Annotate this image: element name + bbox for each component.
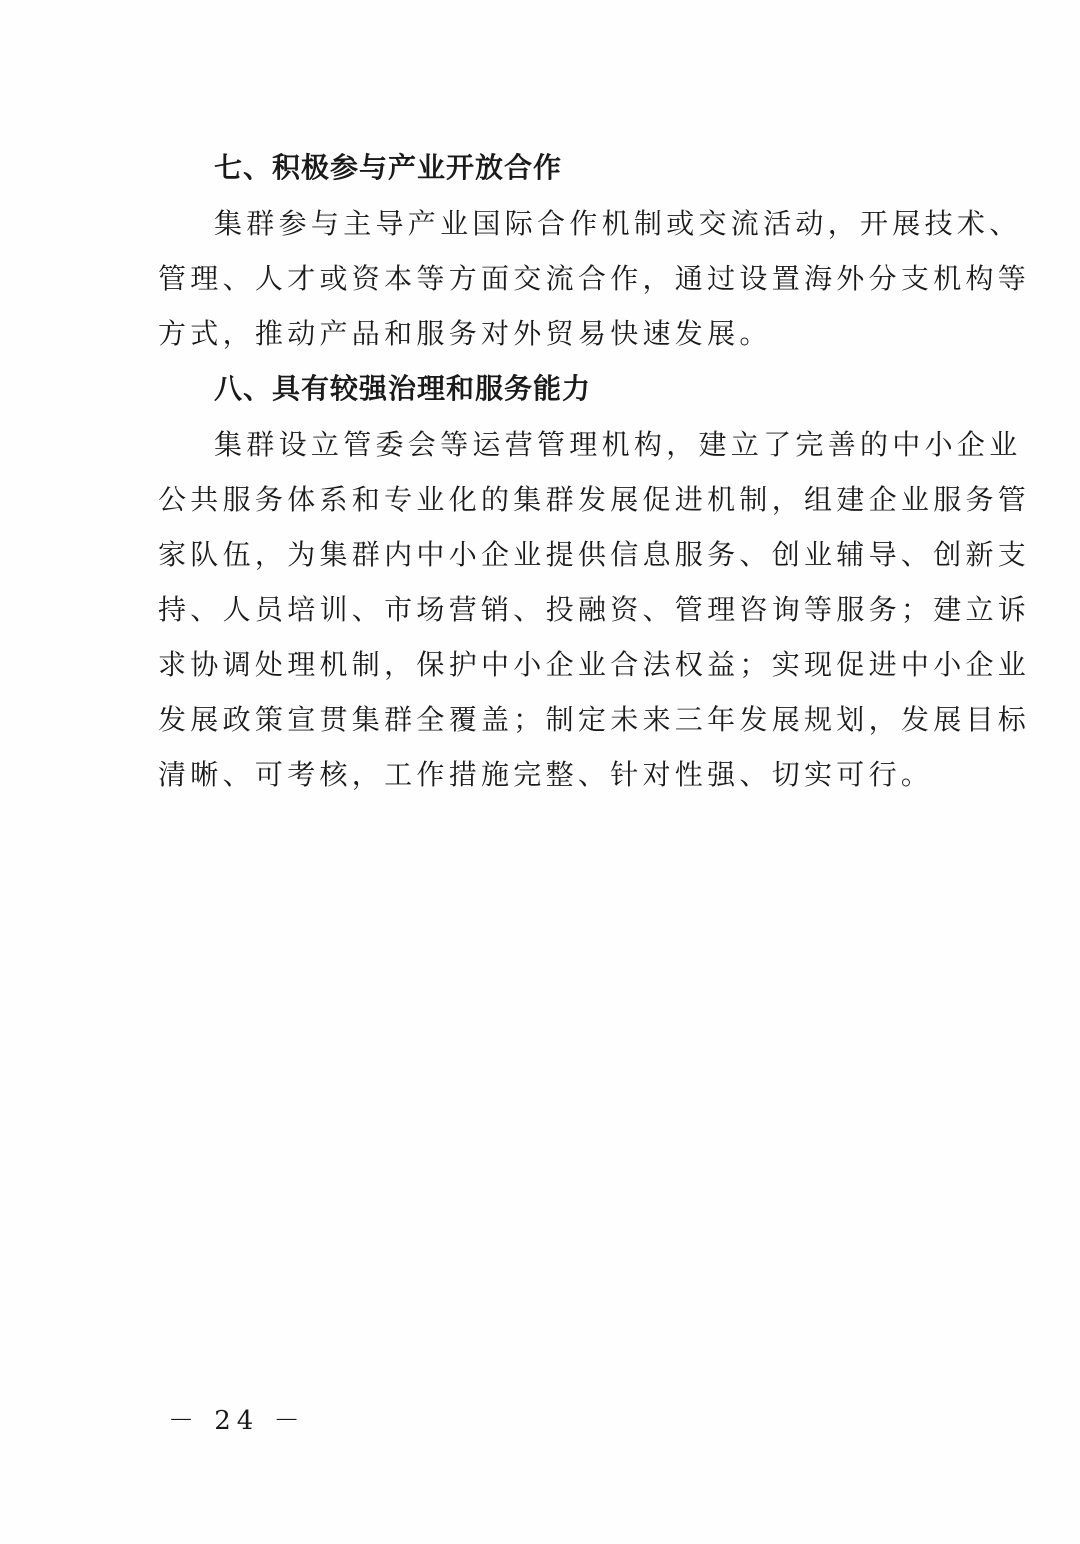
paragraph-line: 清晰、可考核，工作措施完整、针对性强、切实可行。 [158, 758, 934, 791]
paragraph-line: 公共服务体系和专业化的集群发展促进机制，组建企业服务管 [158, 483, 1031, 516]
section-7-paragraph [158, 196, 1031, 361]
paragraph-line: 方式，推动产品和服务对外贸易快速发展。 [158, 317, 772, 350]
page-number: － 24 － [168, 1406, 306, 1436]
section-8-heading: 八、具有较强治理和服务能力 [214, 372, 592, 405]
paragraph-line: 持、人员培训、市场营销、投融资、管理咨询等服务；建立诉 [158, 593, 1031, 626]
paragraph-line: 发展政策宣贯集群全覆盖；制定未来三年发展规划，发展目标 [158, 703, 1031, 736]
paragraph-line: 家队伍，为集群内中小企业提供信息服务、创业辅导、创新支 [158, 538, 1031, 571]
paragraph-line: 求协调处理机制，保护中小企业合法权益；实现促进中小企业 [158, 648, 1031, 681]
document-body [158, 140, 1031, 802]
section-7-heading: 七、积极参与产业开放合作 [214, 151, 563, 184]
paragraph-line: 集群设立管委会等运营管理机构，建立了完善的中小企业 [214, 428, 1022, 461]
paragraph-line: 集群参与主导产业国际合作机制或交流活动，开展技术、 [214, 207, 1022, 240]
section-8-paragraph [158, 417, 1031, 802]
paragraph-line: 管理、人才或资本等方面交流合作，通过设置海外分支机构等 [158, 262, 1031, 295]
